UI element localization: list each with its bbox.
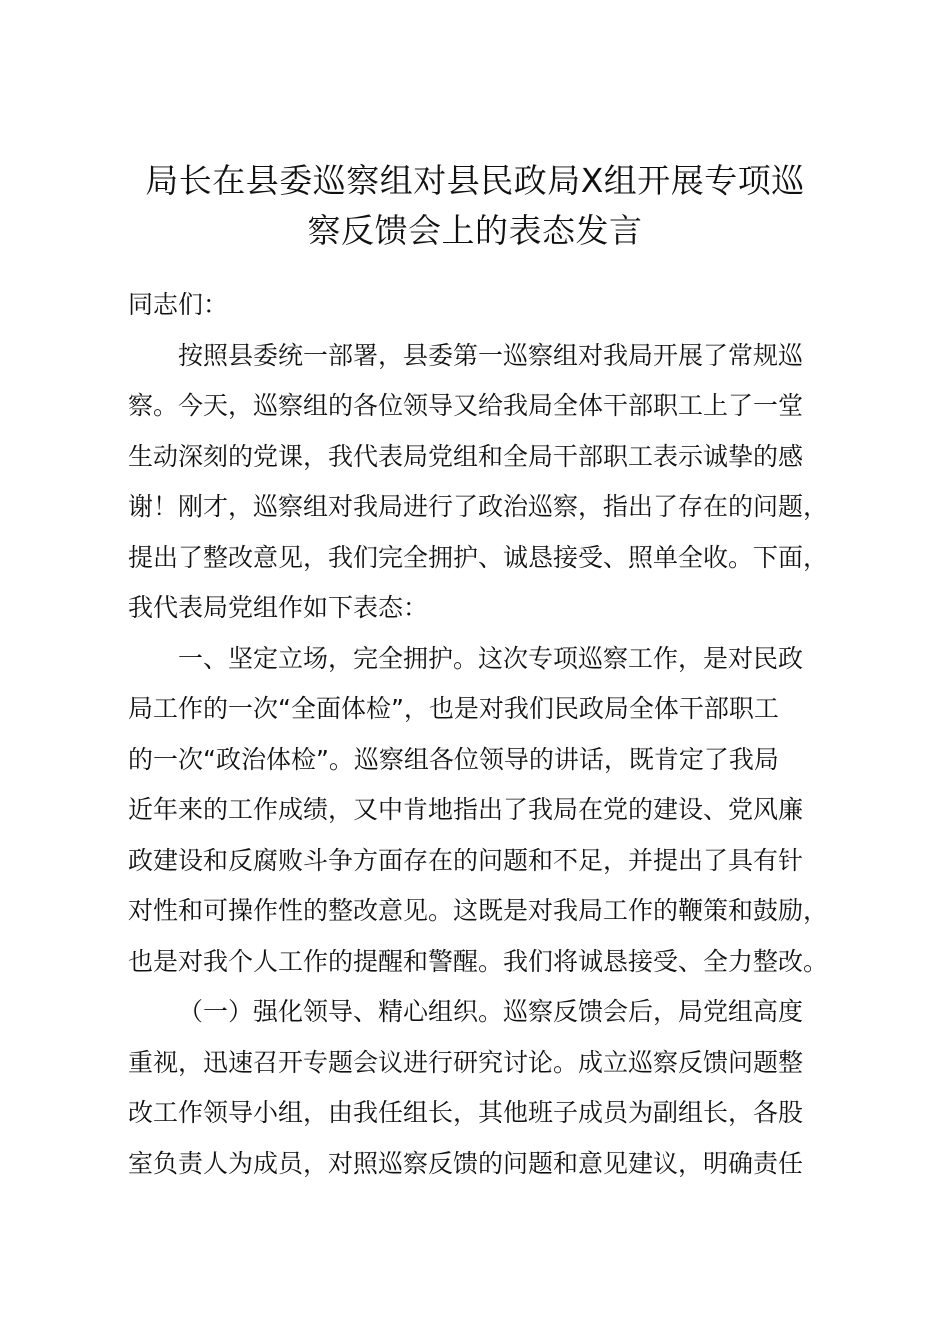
paragraph-line: 一、坚定立场，完全拥护。这次专项巡察工作，是对民政 (178, 643, 804, 673)
paragraph-line: 生动深刻的党课，我代表局党组和全局干部职工表示诚挚的感 (128, 441, 804, 471)
paragraph-line: 室负责人为成员，对照巡察反馈的问题和意见建议，明确责任 (128, 1148, 804, 1178)
paragraph-2 (128, 634, 828, 988)
paragraph-line: 的一次“政治体检”。巡察组各位领导的讲话，既肯定了我局 (128, 744, 779, 774)
salutation: 同志们： (128, 290, 229, 319)
paragraph-line: 近年来的工作成绩，又中肯地指出了我局在党的建设、党风廉 (128, 795, 804, 824)
paragraph-line: 提出了整改意见，我们完全拥护、诚恳接受、照单全收。下面， (128, 542, 829, 572)
paragraph-line: 重视，迅速召开专题会议进行研究讨论。成立巡察反馈问题整 (128, 1047, 804, 1077)
paragraph-line: 局工作的一次“全面体检”，也是对我们民政局全体干部职工 (128, 694, 779, 723)
paragraph-1 (128, 331, 828, 634)
paragraph-line: （一）强化领导、精心组织。巡察反馈会后，局党组高度 (178, 997, 804, 1026)
document-body (128, 280, 828, 1189)
title-line-2: 察反馈会上的表态发言 (307, 211, 643, 250)
paragraph-line: 也是对我个人工作的提醒和警醒。我们将诚恳接受、全力整改。 (128, 946, 829, 976)
paragraph-line: 我代表局党组作如下表态： (128, 593, 429, 622)
paragraph-line: 谢！刚才，巡察组对我局进行了政治巡察，指出了存在的问题， (128, 492, 829, 521)
paragraph-line: 改工作领导小组，由我任组长，其他班子成员为副组长，各股 (128, 1098, 804, 1127)
paragraph-line: 按照县委统一部署，县委第一巡察组对我局开展了常规巡 (178, 340, 804, 370)
title-line-1: 局长在县委巡察组对县民政局X组开展专项巡 (145, 161, 805, 200)
paragraph-3 (128, 987, 828, 1189)
paragraph-line: 政建设和反腐败斗争方面存在的问题和不足，并提出了具有针 (128, 845, 804, 875)
paragraph-line: 对性和可操作性的整改意见。这既是对我局工作的鞭策和鼓励， (128, 896, 829, 925)
paragraph-line: 察。今天，巡察组的各位领导又给我局全体干部职工上了一堂 (128, 391, 804, 420)
document-title (110, 156, 840, 256)
